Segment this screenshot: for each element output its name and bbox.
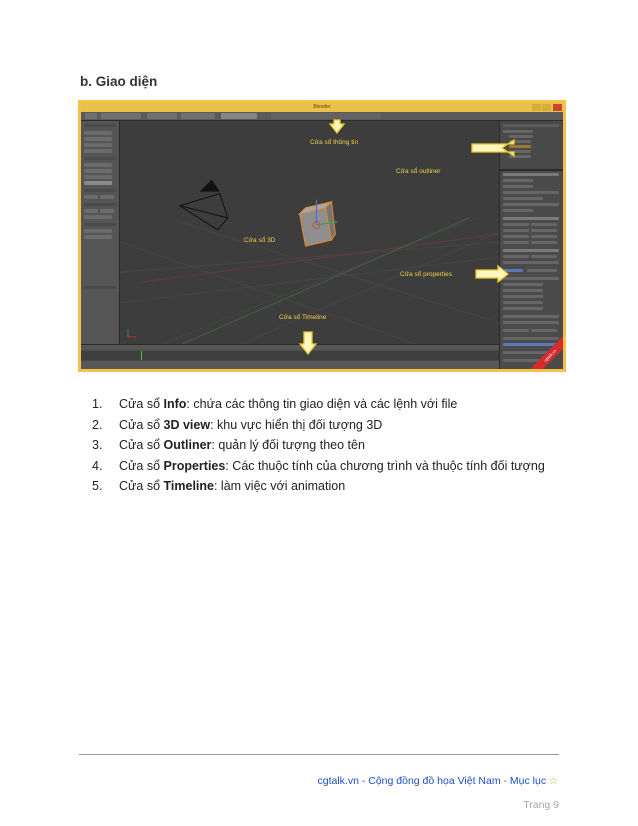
page-footer: [317, 775, 558, 787]
list-item: 2. Cửa sổ 3D view: khu vực hiển thị đối tượng 3D: [92, 417, 383, 432]
blender-screenshot: [78, 100, 566, 372]
label-info-window: Cửa sổ thông tin: [310, 139, 359, 146]
window-description-list: [92, 394, 612, 497]
star-icon: ☆: [549, 776, 558, 787]
footer-site-link[interactable]: cgtalk.vn - Cộng đồng đồ họa Việt Nam: [317, 775, 501, 787]
list-item: 3. Cửa sổ Outliner: quản lý đối tượng theo tên: [92, 438, 365, 452]
label-timeline-window: Cửa sổ Timeline: [279, 314, 327, 321]
list-item: 4. Cửa sổ Properties: Các thuộc tính của chương trình và thuộc tính đối tượng: [92, 458, 545, 473]
watermark-ribbon: cgtalk.vn: [531, 337, 563, 369]
footer-divider: [79, 754, 559, 755]
arrow-timeline-icon: [300, 332, 316, 354]
arrow-properties-icon: [476, 266, 508, 282]
window-title: Blender: [313, 104, 331, 110]
arrow-outliner-icon: [472, 140, 514, 156]
list-item: 5. Cửa sổ Timeline: làm việc với animation: [92, 479, 346, 493]
toc-link[interactable]: Mục lục: [509, 775, 547, 787]
label-3d-window: Cửa sổ 3D: [244, 237, 276, 244]
page-number: Trang 9: [523, 799, 559, 811]
footer-separator: -: [503, 775, 507, 787]
label-outliner-window: Cửa sổ outliner: [396, 168, 441, 175]
arrow-info-icon: [330, 120, 344, 133]
section-heading: b. Giao diện: [80, 74, 158, 89]
list-item: 1. Cửa sổ Info: chứa các thông tin giao diện và các lệnh với file: [92, 397, 458, 411]
label-properties-window: Cửa sổ properties: [400, 271, 453, 278]
